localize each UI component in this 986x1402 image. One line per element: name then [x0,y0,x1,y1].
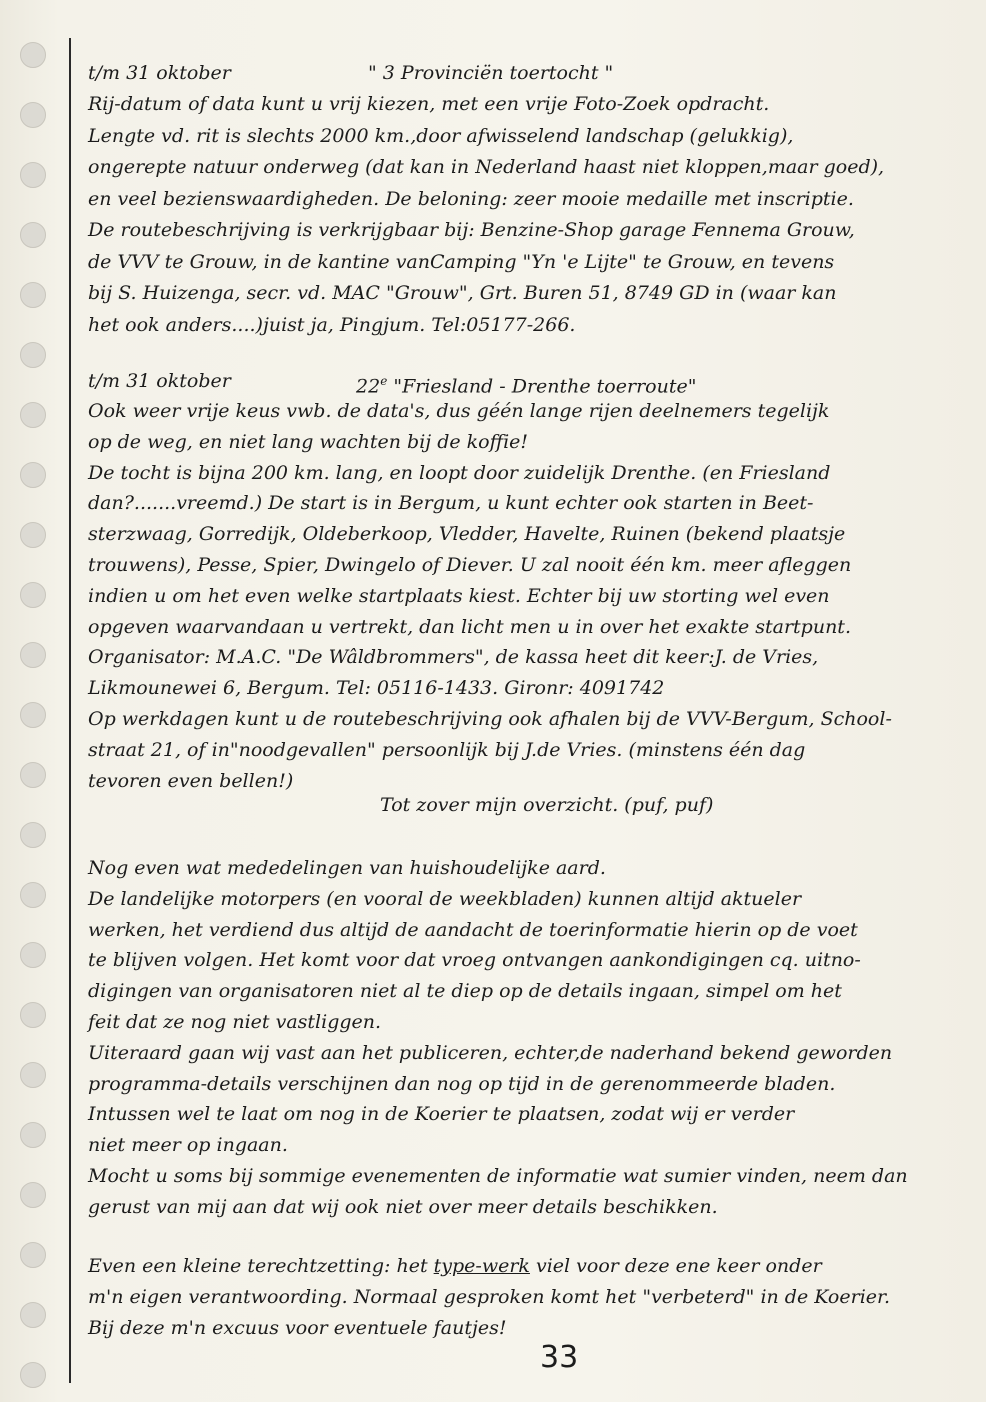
section2-title-sup: e [380,374,388,388]
binder-hole [20,642,46,668]
section4-underlined-word: type-werk [433,1255,530,1277]
s4-line: Bij deze m'n excuus voor eventuele fautjes! [88,1316,507,1339]
s2-line: Organisator: M.A.C. "De Wâldbrommers", de kassa heet dit keer:J. de Vries, [88,646,819,669]
section2-closing: Tot zover mijn overzicht. (puf, puf) [380,794,714,816]
s2-line: opgeven waarvandaan u vertrekt, dan licht men u in over het exakte startpunt. [88,615,851,638]
section1-title: " 3 Provinciën toertocht " [368,62,614,84]
binder-hole [20,1122,46,1148]
margin-line [69,38,71,1383]
binder-hole [20,102,46,128]
s2-line: De tocht is bijna 200 km. lang, en loopt door zuidelijk Drenthe. (en Friesland [88,461,831,484]
binder-hole [20,342,46,368]
section2-title-number: 22 [356,375,381,398]
s2-line: dan?.......vreemd.) De start is in Bergum, u kunt echter ook starten in Beet- [88,492,814,515]
s2-line: indien u om het even welke startplaats kiest. Echter bij uw storting wel even [88,584,830,607]
s3-line: programma-details verschijnen dan nog op tijd in de gerenommeerde bladen. [88,1072,836,1095]
section4-line1-start: Even een kleine terechtzetting: het [88,1255,434,1277]
s2-line: Ook weer vrije keus vwb. de data's, dus géén lange rijen deelnemers tegelijk [88,400,830,422]
s3-line: gerust van mij aan dat wij ook niet over meer details beschikken. [88,1195,718,1218]
s2-line: Op werkdagen kunt u de routebeschrijving ook afhalen bij de VVV-Bergum, School- [88,708,892,730]
s1-line: de VVV te Grouw, in de kantine vanCamping "Yn 'e Lijte" te Grouw, en tevens [88,250,835,273]
binder-hole [20,162,46,188]
s2-line: sterzwaag, Gorredijk, Oldeberkoop, Vledder, Havelte, Ruinen (bekend plaatsje [88,523,846,546]
binder-hole [20,882,46,908]
binder-hole [20,1362,46,1388]
s1-line: ongerepte natuur onderweg (dat kan in Nederland haast niet kloppen,maar goed), [88,156,885,178]
binder-hole [20,1182,46,1208]
s3-line: werken, het verdiend dus altijd de aandacht de toerinformatie hierin op de voet [88,918,858,941]
section2-date: t/m 31 oktober [88,370,231,392]
binder-hole [20,1302,46,1328]
s2-line: op de weg, en niet lang wachten bij de koffie! [88,430,529,453]
s3-line: Nog even wat mededelingen van huishoudelijke aard. [88,857,606,879]
s3-line: digingen van organisatoren niet al te diep op de details ingaan, simpel om het [88,980,842,1003]
binder-hole [20,942,46,968]
binder-hole [20,1062,46,1088]
s3-line: Uiteraard gaan wij vast aan het publiceren, echter,de naderhand bekend geworden [88,1041,893,1064]
s1-line: De routebeschrijving is verkrijgbaar bij: Benzine-Shop garage Fennema Grouw, [88,219,855,241]
s1-line: Rij-datum of data kunt u vrij kiezen, met een vrije Foto-Zoek opdracht. [88,93,770,115]
binder-hole [20,1242,46,1268]
section4-line1-end: viel voor deze ene keer onder [529,1255,822,1277]
s4-line: m'n eigen verantwoording. Normaal gesproken komt het "verbeterd" in de Koerier. [88,1286,891,1308]
binder-hole [20,402,46,428]
s3-line: te blijven volgen. Het komt voor dat vroeg ontvangen aankondigingen cq. uitno- [88,949,861,972]
s2-line: tevoren even bellen!) [88,769,294,792]
s2-line: trouwens), Pesse, Spier, Dwingelo of Diever. U zal nooit één km. meer afleggen [88,554,852,576]
s1-line: Lengte vd. rit is slechts 2000 km.,door afwisselend landschap (gelukkig), [88,124,794,147]
binder-hole [20,762,46,788]
s3-line: Mocht u soms bij sommige evenementen de informatie wat sumier vinden, neem dan [88,1165,908,1187]
page-number: 33 [540,1340,579,1375]
s2-line: straat 21, of in"noodgevallen" persoonlijk bij J.de Vries. (minstens één dag [88,738,806,761]
s3-line: De landelijke motorpers (en vooral de weekbladen) kunnen altijd aktueler [88,887,802,910]
binder-hole [20,522,46,548]
s1-line: het ook anders....)juist ja, Pingjum. Tel:05177-266. [88,313,576,336]
binder-hole [20,582,46,608]
binder-hole [20,282,46,308]
section4-line1 [88,1251,822,1281]
binder-hole [20,1002,46,1028]
section1-date: t/m 31 oktober [88,62,231,84]
binder-hole [20,702,46,728]
binder-hole [20,462,46,488]
binder-hole [20,42,46,68]
binder-hole [20,822,46,848]
s3-line: Intussen wel te laat om nog in de Koerier te plaatsen, zodat wij er verder [88,1103,795,1126]
binder-hole [20,222,46,248]
s1-line: en veel bezienswaardigheden. De beloning: zeer mooie medaille met inscriptie. [88,187,854,210]
section2-header [88,366,697,398]
s3-line: feit dat ze nog niet vastliggen. [88,1011,382,1033]
section2-title-text: "Friesland - Drenthe toerroute" [387,375,697,398]
section1-header [88,58,614,88]
s1-line: bij S. Huizenga, secr. vd. MAC "Grouw", Grt. Buren 51, 8749 GD in (waar kan [88,282,837,304]
s3-line: niet meer op ingaan. [88,1134,288,1157]
s2-line: Likmounewei 6, Bergum. Tel: 05116-1433. Gironr: 4091742 [88,677,665,700]
